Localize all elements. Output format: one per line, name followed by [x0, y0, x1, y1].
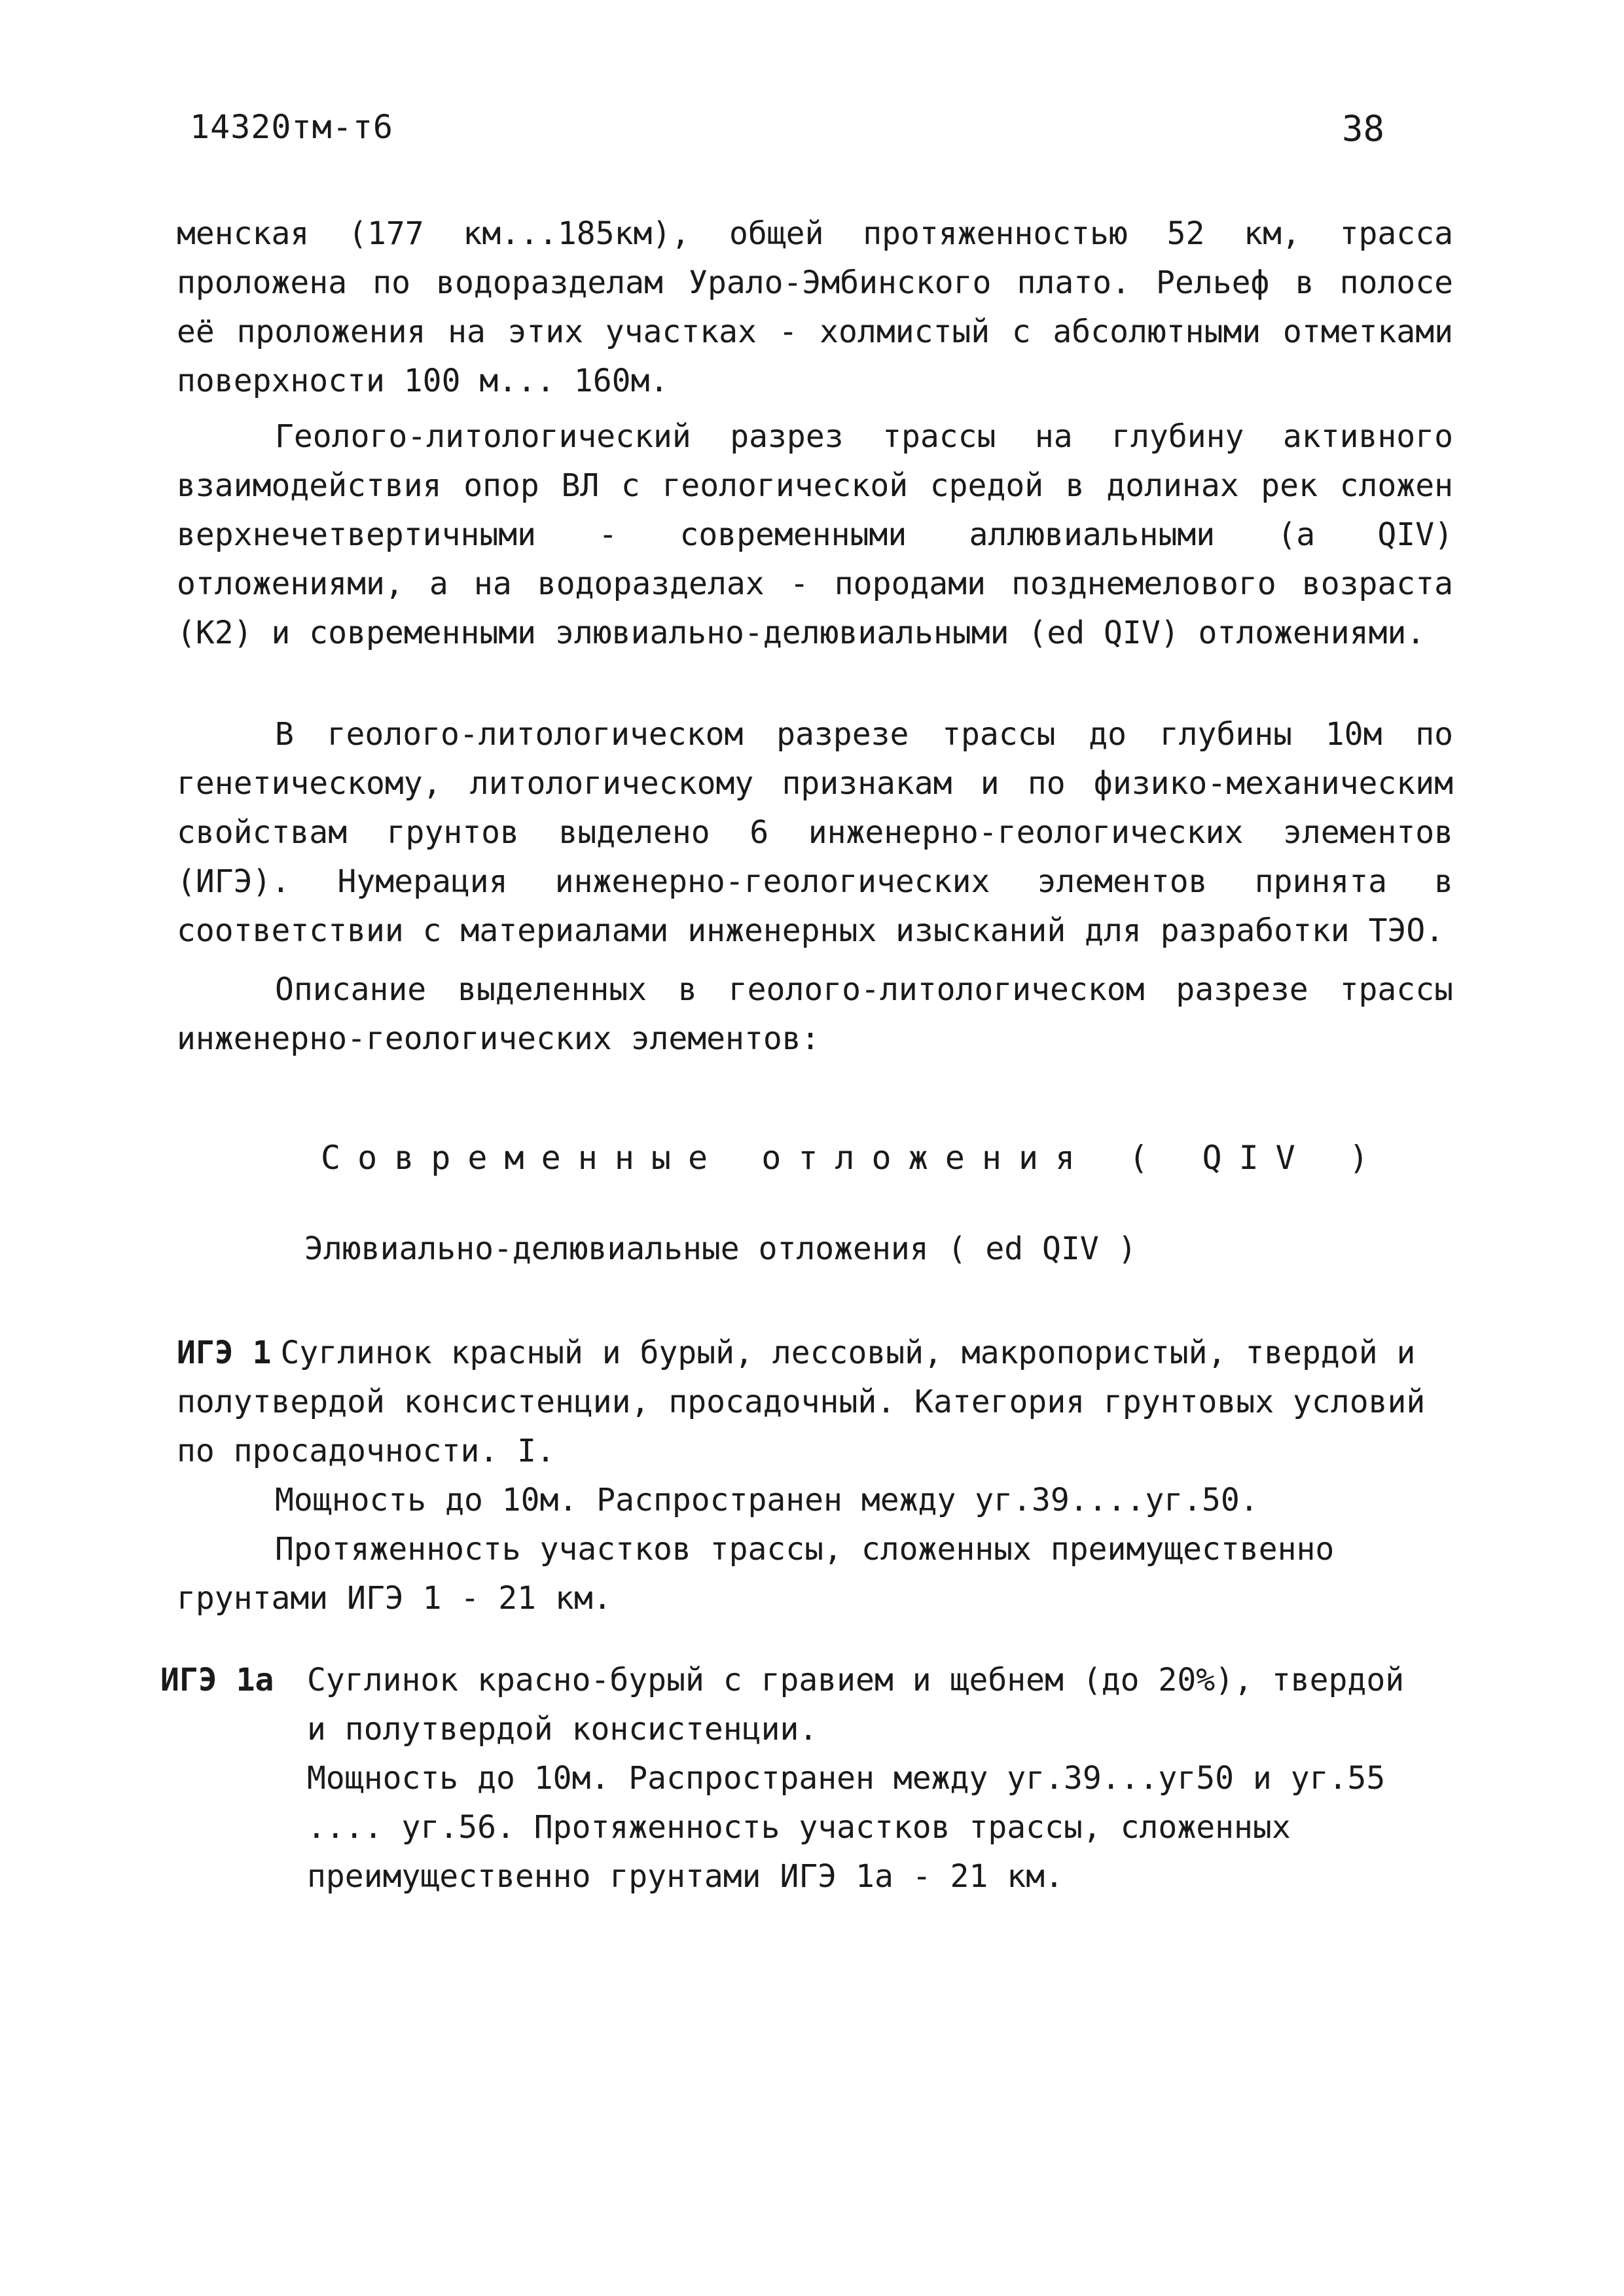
body-paragraph-3: В геолого-литологическом разрезе трассы до глубины 10м по генетическому, литологическому признакам и по физико-механическим свойствам грунтов выделено 6 инженерно-геологических элементов (ИГЭ). Нумерация инженерно-геологических элементов принята в соответствии с материалами инженерных изысканий для разработки ТЭО.	[177, 716, 1453, 949]
document-code: 14320тм-т6	[190, 108, 394, 146]
ige-1a-body	[307, 1656, 1437, 1901]
ige-1-description: Суглинок красный и бурый, лессовый, макропористый, твердой и полутвердой консистенции, просадочный. Категория грунтовых условий по просадочности. I.	[177, 1335, 1426, 1469]
body-paragraph-2: Геолого-литологический разрез трассы на глубину активного взаимодействия опор ВЛ с геологической средой в долинах рек сложен верхнечетвертичными - современными аллювиальными (a QIV) отложениями, а на водоразделах - породами позднемелового возраста (К2) и современными элювиально-делювиальными (ed QIV) отложениями.	[177, 418, 1453, 651]
ige-1a-block	[160, 1656, 1437, 1901]
ige-1-code: ИГЭ 1	[177, 1335, 272, 1371]
ige-1a-thickness: Мощность до 10м. Распространен между уг.39...уг50 и уг.55 .... уг.56. Протяженность участков трассы, сложенных преимущественно грунтами ИГЭ 1а - 21 км.	[307, 1760, 1386, 1895]
body-paragraph-4: Описание выделенных в геолого-литологическом разрезе трассы инженерно-геологических элементов:	[177, 971, 1453, 1057]
ige-1-description-line	[177, 1329, 1453, 1476]
ige-1a-code: ИГЭ 1а	[160, 1662, 274, 1698]
ige-1a-description: Суглинок красно-бурый с гравием и щебнем (до 20%), твердой и полутвердой консистенции.	[307, 1662, 1405, 1748]
ige-1-block	[177, 1329, 1453, 1623]
ige-1a-row	[160, 1656, 1437, 1901]
page-number: 38	[1342, 108, 1385, 149]
ige-1-thickness: Мощность до 10м. Распространен между уг.39....уг.50.	[275, 1482, 1259, 1518]
section-heading: Современные отложения ( QIV )	[321, 1139, 1386, 1177]
ige-1-extent: Протяженность участков трассы, сложенных преимущественно грунтами ИГЭ 1 - 21 км.	[177, 1531, 1335, 1617]
body-paragraph-1: менская (177 км...185км), общей протяженностью 52 км, трасса проложена по водоразделам Урало-Эмбинского плато. Рельеф в полосе её проложения на этих участках - холмистый с абсолютными отметками поверхности 100 м... 160м.	[177, 215, 1453, 399]
subsection-heading: Элювиально-делювиальные отложения ( ed QIV )	[304, 1230, 1137, 1267]
